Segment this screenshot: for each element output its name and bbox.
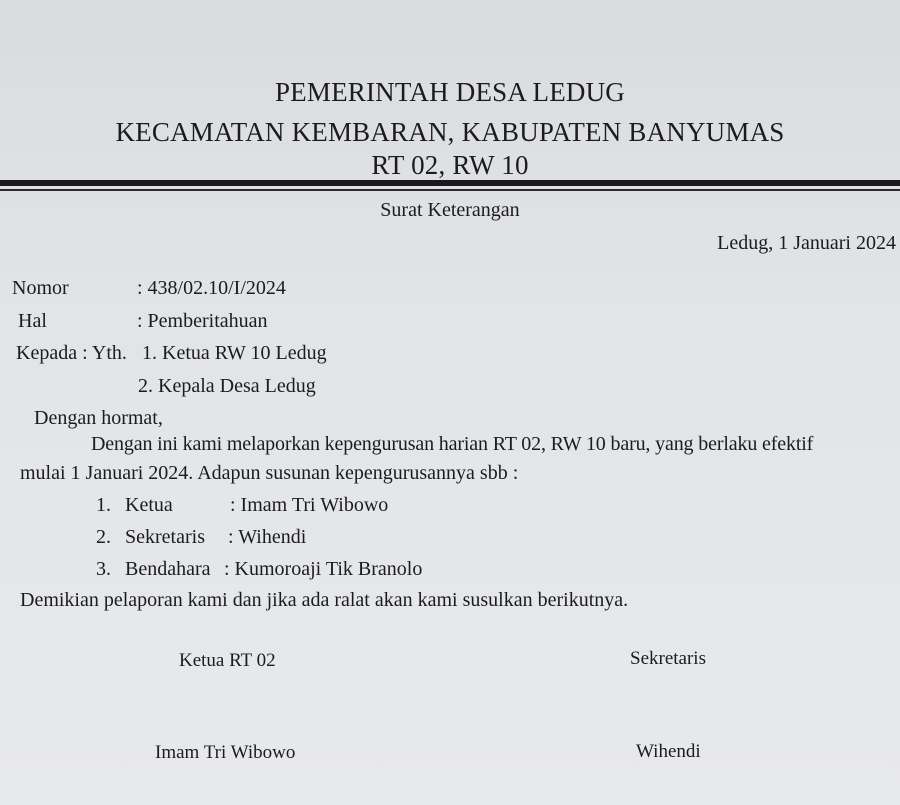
list-item-name: : Wihendi [228,526,307,548]
signature-left-name: Imam Tri Wibowo [155,742,296,763]
nomor-label: Nomor [12,277,69,299]
kepada-label: Kepada : Yth. [16,342,127,364]
closing-sentence: Demikian pelaporan kami dan jika ada ralat akan kami susulkan berikutnya. [20,589,629,611]
signature-right-title: Sekretaris [630,648,706,669]
date-line: Ledug, 1 Januari 2024 [717,232,896,254]
list-item-role: Ketua [125,494,173,516]
letterhead-line-3: RT 02, RW 10 [371,150,529,180]
list-item-name: : Kumoroaji Tik Branolo [224,558,423,580]
document-title: Surat Keterangan [380,199,520,221]
hal-value: : Pemberitahuan [137,310,268,332]
letterhead-rule-thick [0,180,900,186]
signature-right-name: Wihendi [636,741,701,762]
list-item-name: : Imam Tri Wibowo [230,494,389,516]
list-item-number: 1. [96,494,111,516]
list-item-number: 3. [96,558,111,580]
hal-label: Hal [18,310,47,332]
letterhead-line-1: PEMERINTAH DESA LEDUG [274,77,626,107]
list-item-number: 2. [96,526,111,548]
paragraph-line-2: mulai 1 Januari 2024. Adapun susunan kepengurusannya sbb : [20,462,519,484]
recipient-2: 2. Kepala Desa Ledug [138,375,316,397]
list-item-role: Sekretaris [125,526,205,548]
list-item-role: Bendahara [125,558,211,580]
nomor-value: : 438/02.10/I/2024 [137,277,286,299]
letterhead-line-2: KECAMATAN KEMBARAN, KABUPATEN BANYUMAS [115,117,785,147]
paragraph-line-1: Dengan ini kami melaporkan kepengurusan harian RT 02, RW 10 baru, yang berlaku efektif [91,433,814,455]
salutation: Dengan hormat, [34,407,163,429]
recipient-1: 1. Ketua RW 10 Ledug [142,342,327,364]
letterhead-rule-thin [0,189,900,191]
signature-left-title: Ketua RT 02 [179,650,276,671]
